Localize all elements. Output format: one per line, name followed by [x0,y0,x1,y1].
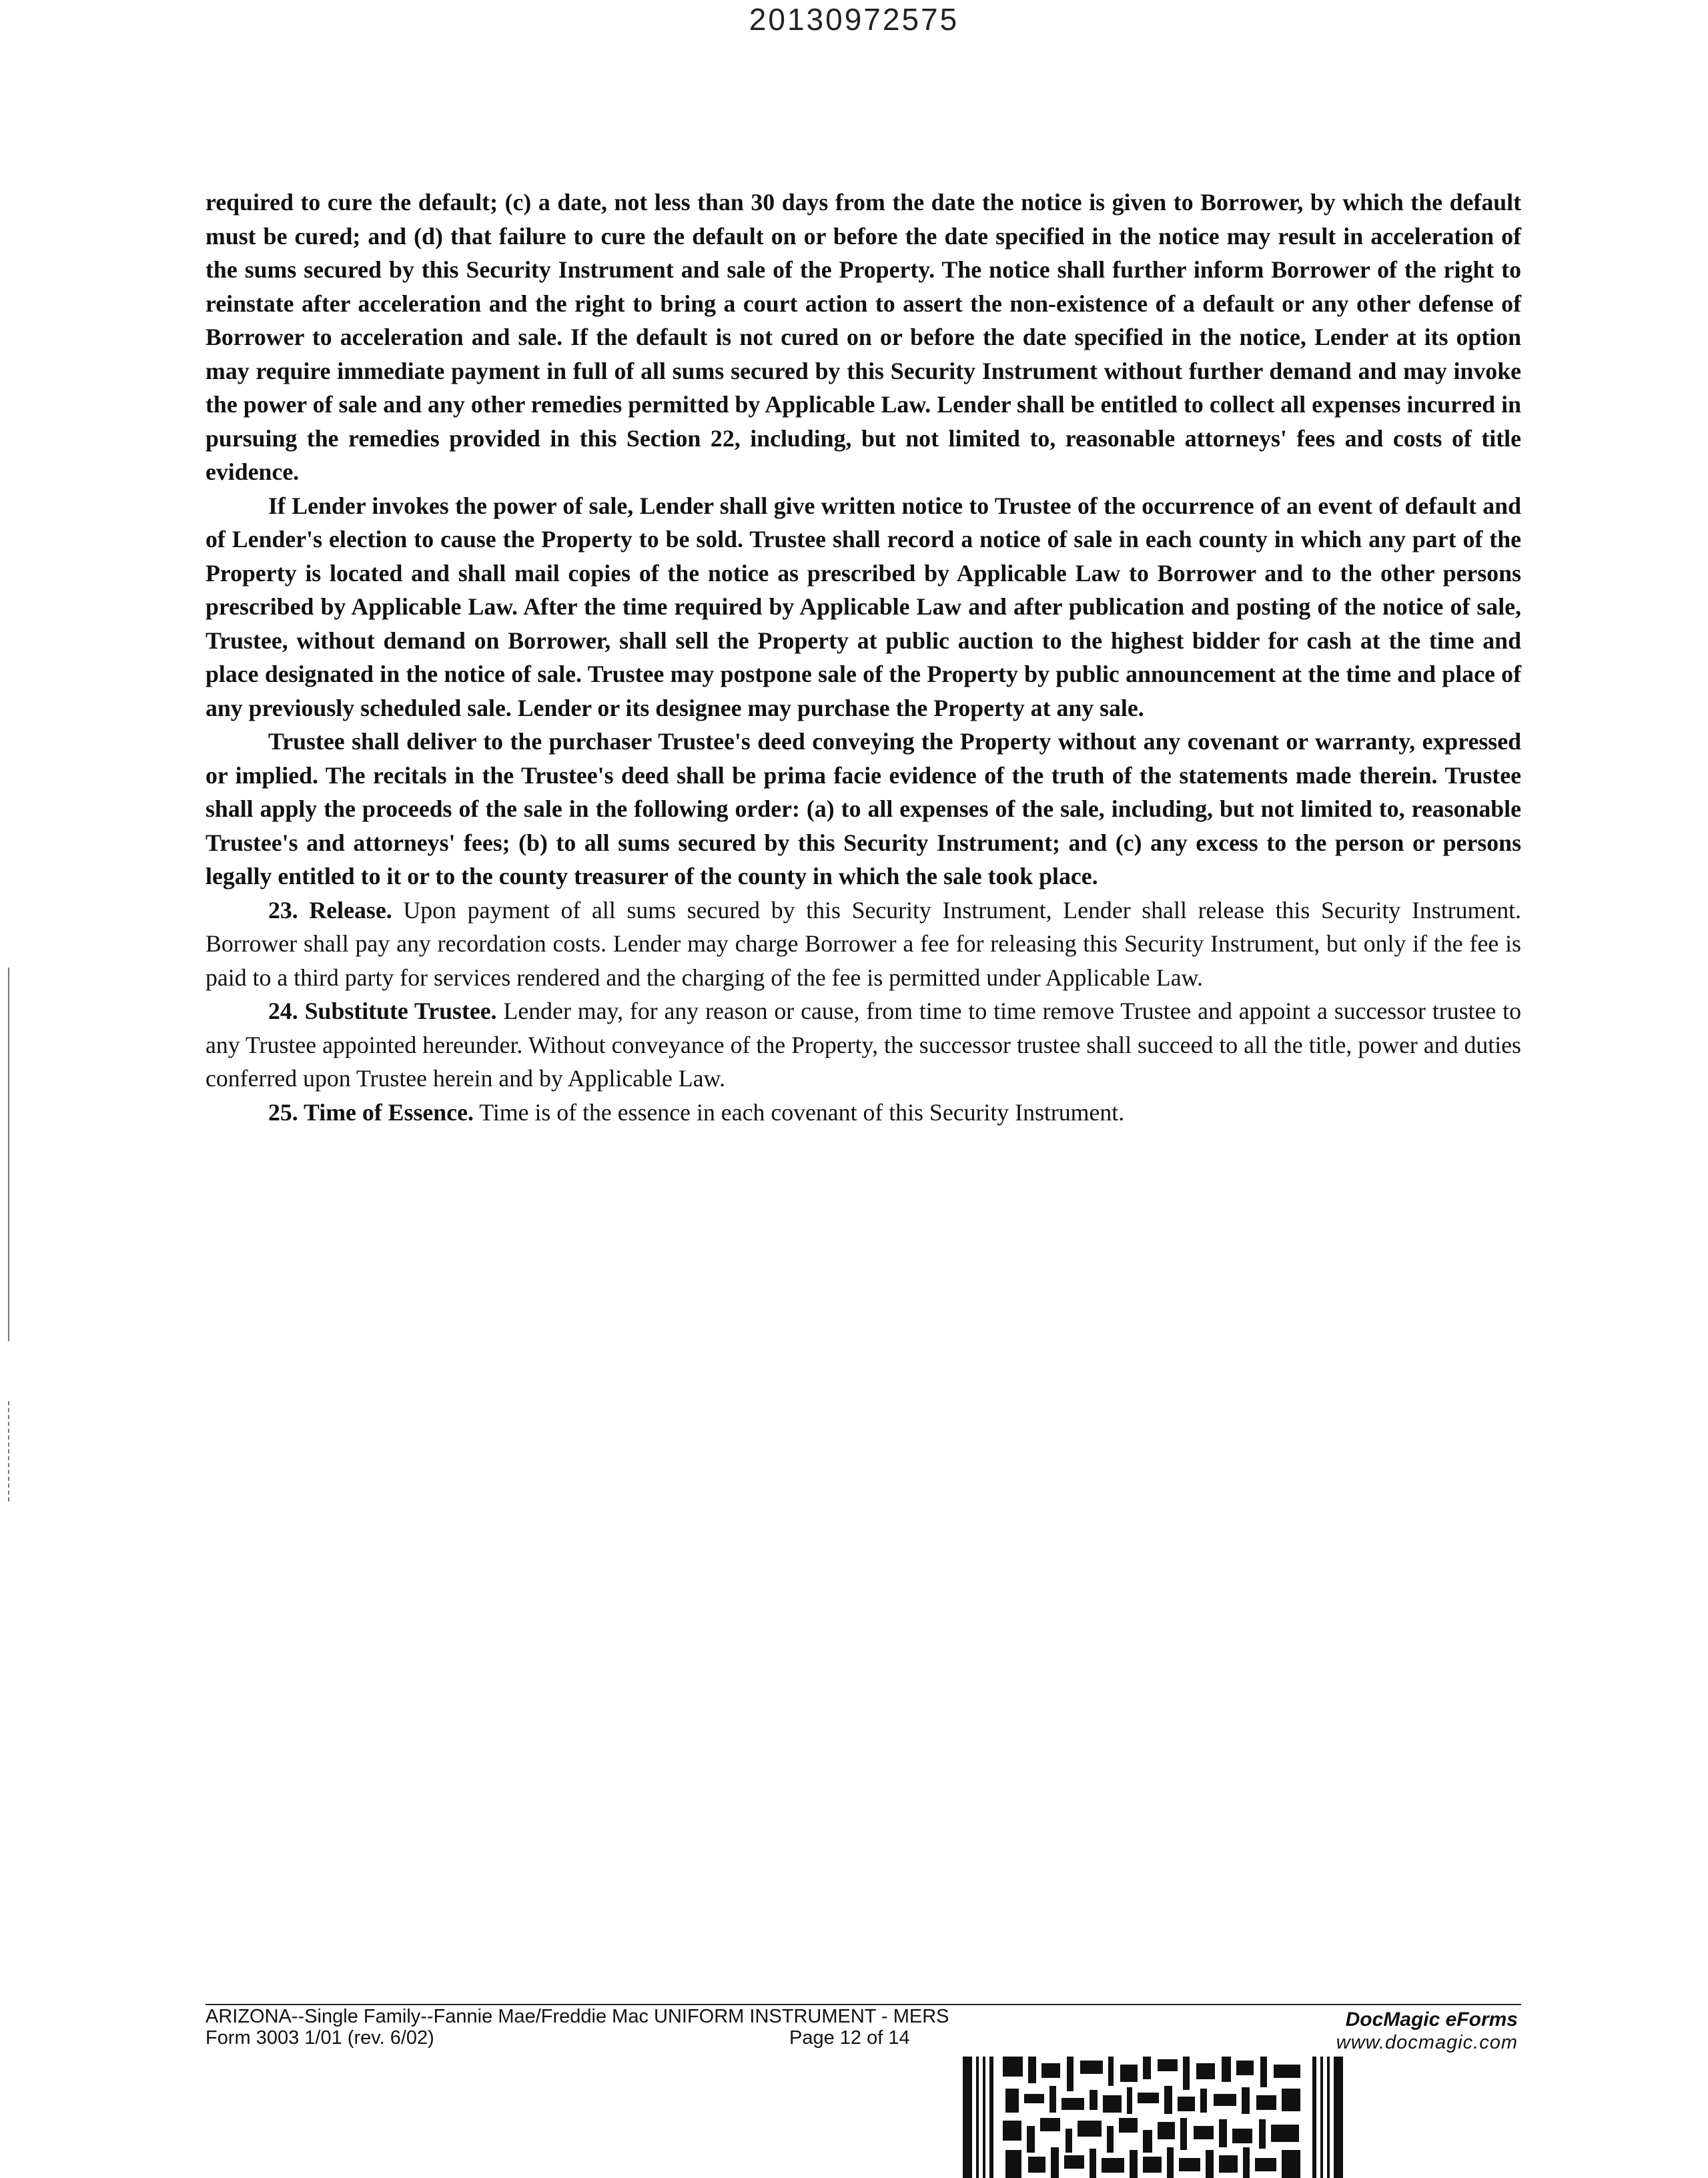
paragraph-trustee-deed: Trustee shall deliver to the purchaser Trustee's deed conveying the Property without any covenant or warranty, expressed or implied. The recitals in the Trustee's deed shall be prima facie evidence of the truth of the statements made therein. Trustee shall apply the proceeds of the sale in the following order: (a) to all expenses of the sale, including, but not limited to, reasonable Trustee's and attorneys' fees; (b) to all sums secured by this Security Instrument; and (c) any excess to the person or persons legally entitled to it or to the county treasurer of the county in which the sale took place. [205,728,1521,889]
section-23-text: Upon payment of all sums secured by this Security Instrument, Lender shall release this Security Instrument. Borrower shall pay any recordation costs. Lender may charge Borrower a fee for releasing this Security Instrument, but only if the fee is paid to a third party for services rendered and the charging of the fee is permitted under Applicable Law. [205,896,1522,991]
pdf417-barcode [963,2057,1343,2178]
form-number: Form 3003 1/01 (rev. 6/02) [205,2027,434,2049]
left-scan-mark [8,968,9,1341]
paragraph-power-of-sale: If Lender invokes the power of sale, Lender shall give written notice to Trustee of the occurrence of an event of default and of Lender's election to cause the Property to be sold. Trustee shall record a notice of sale in each county in which any part of the Property is located and shall mail copies of the notice as prescribed by Applicable Law to Borrower and to the other persons prescribed by Applicable Law. After the time required by Applicable Law and after publication and posting of the notice of sale, Trustee, without demand on Borrower, shall sell the Property at public auction to the highest bidder for cash at the time and place designated in the notice of sale. Trustee may postpone sale of the Property by public announcement at the time and place of any previously scheduled sale. Lender or its designee may purchase the Property at any sale. [205,492,1521,721]
paragraph-default-notice: required to cure the default; (c) a date, not less than 30 days from the date the notice is given to Borrower, by which the default must be cured; and (d) that failure to cure the default on or before the date specified in the notice may result in acceleration of the sums secured by this Security Instrument and sale of the Property. The notice shall further inform Borrower of the right to reinstate after acceleration and the right to bring a court action to assert the non-existence of a default or any other defense of Borrower to acceleration and sale. If the default is not cured on or before the date specified in the notice, Lender at its option may require immediate payment in full of all sums secured by this Security Instrument without further demand and may invoke the power of sale and any other remedies permitted by Applicable Law. Lender shall be entitled to collect all expenses incurred in pursuing the remedies provided in this Section 22, including, but not limited to, reasonable attorneys' fees and costs of title evidence. [205,189,1521,485]
section-25-heading: 25. Time of Essence. [268,1098,474,1126]
brand-name: DocMagic eForms [1345,2009,1518,2031]
footer-divider [205,2004,1521,2005]
section-23-heading: 23. Release. [268,896,392,924]
section-23-release [205,893,1521,995]
recording-number: 20130972575 [749,2,959,37]
section-24-text: Lender may, for any reason or cause, from time to time remove Trustee and appoint a successor trustee to any Trustee appointed hereunder. Without conveyance of the Property, the successor trustee shall succeed to all the title, power and duties conferred upon Trustee herein and by Applicable Law. [205,998,1521,1092]
left-scan-mark [8,1401,9,1501]
page-number: Page 12 of 14 [789,2027,910,2049]
section-24-heading: 24. Substitute Trustee. [268,998,497,1024]
footer-form-info [205,2006,1073,2049]
section-24-substitute-trustee [205,994,1521,1096]
form-title: ARIZONA--Single Family--Fannie Mae/Freddie Mac UNIFORM INSTRUMENT - MERS [205,2006,949,2027]
section-25-time-of-essence [205,1096,1521,1130]
section-25-text: Time is of the essence in each covenant of this Security Instrument. [479,1098,1125,1126]
document-body [205,186,1521,1129]
docmagic-brand [1336,2009,1518,2054]
brand-website: www.docmagic.com [1336,2032,1518,2053]
